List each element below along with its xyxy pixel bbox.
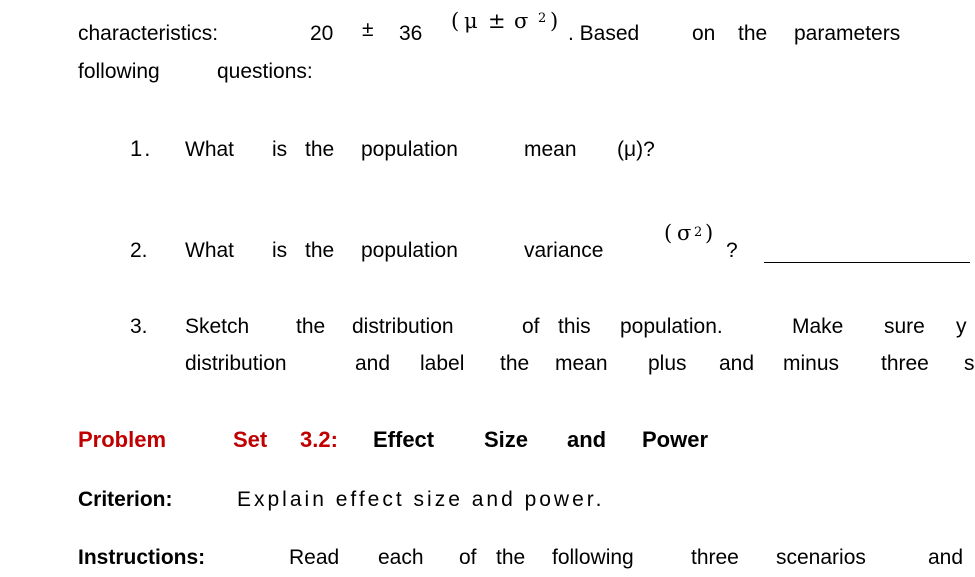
answer-blank-line (764, 262, 970, 263)
q1-word: What (185, 138, 235, 161)
formula-exponent: 2 (538, 11, 547, 26)
q2-sigma: σ (677, 221, 692, 245)
q3-word: and (719, 352, 755, 375)
q2-word: variance (524, 239, 604, 262)
q3-word: Sketch (185, 315, 250, 338)
q3-word: s (964, 352, 975, 375)
q1-word: is (272, 138, 288, 161)
text-the: the (738, 22, 768, 45)
q3-word: Make (792, 315, 844, 338)
instructions-word: three (691, 546, 739, 569)
instructions-word: scenarios (776, 546, 866, 569)
text-characteristics: characteristics: (78, 22, 219, 45)
heading-effect: Effect (373, 427, 435, 452)
q2-word: the (305, 239, 335, 262)
q3-word: minus (783, 352, 840, 375)
q3-word: distribution (352, 315, 454, 338)
q3-word: distribution (185, 352, 287, 375)
instructions-word: of (459, 546, 477, 569)
formula-mu: μ (464, 9, 478, 33)
question-3-number: 3. (130, 315, 148, 338)
heading-and: and (567, 427, 607, 452)
text-following: following (78, 60, 160, 83)
question-2-number: 2. (130, 239, 148, 262)
instructions-label: Instructions: (78, 546, 206, 569)
heading-set: Set (233, 427, 268, 452)
q1-word: population (361, 138, 458, 161)
q3-word: this (558, 315, 591, 338)
criterion-text: Explain effect size and power. (237, 488, 605, 511)
q3-word: y (956, 315, 967, 338)
question-1-number: 1. (130, 136, 153, 161)
q3-word: label (420, 352, 465, 375)
formula-open-paren: ( (451, 9, 460, 33)
instructions-word: Read (289, 546, 340, 569)
instructions-word: each (378, 546, 424, 569)
q1-word: the (305, 138, 335, 161)
text-on: on (692, 22, 716, 45)
plus-minus-symbol: ± (362, 18, 374, 41)
text-mean-value: 20 (310, 22, 334, 45)
formula-plus-minus: ± (488, 9, 506, 33)
q2-exponent: 2 (694, 225, 703, 240)
q3-word: three (881, 352, 929, 375)
formula-close-paren: ) (550, 9, 559, 33)
q2-word: is (272, 239, 288, 262)
instructions-word: and (928, 546, 964, 569)
heading-power: Power (642, 427, 709, 452)
criterion-label: Criterion: (78, 488, 173, 511)
heading-problem: Problem (78, 427, 167, 452)
q1-word: mean (524, 138, 577, 161)
heading-size: Size (484, 427, 529, 452)
formula-sigma: σ (514, 9, 529, 33)
q1-word: (μ)? (617, 138, 655, 161)
q3-word: sure (884, 315, 925, 338)
q3-word: of (522, 315, 540, 338)
q3-word: population. (620, 315, 723, 338)
text-based: . Based (568, 22, 640, 45)
q3-word: the (500, 352, 530, 375)
q3-word: mean (555, 352, 608, 375)
text-variance-value: 36 (399, 22, 423, 45)
q3-word: and (355, 352, 391, 375)
q3-word: plus (648, 352, 687, 375)
instructions-word: following (552, 546, 634, 569)
heading-number: 3.2: (300, 427, 338, 452)
text-parameters: parameters (794, 22, 901, 45)
q2-close-paren: ) (705, 221, 714, 245)
q2-word: population (361, 239, 458, 262)
q3-word: the (296, 315, 326, 338)
q2-question-mark: ? (726, 239, 738, 262)
text-questions: questions: (217, 60, 313, 83)
instructions-word: the (496, 546, 526, 569)
q2-word: What (185, 239, 235, 262)
q2-open-paren: ( (664, 221, 673, 245)
